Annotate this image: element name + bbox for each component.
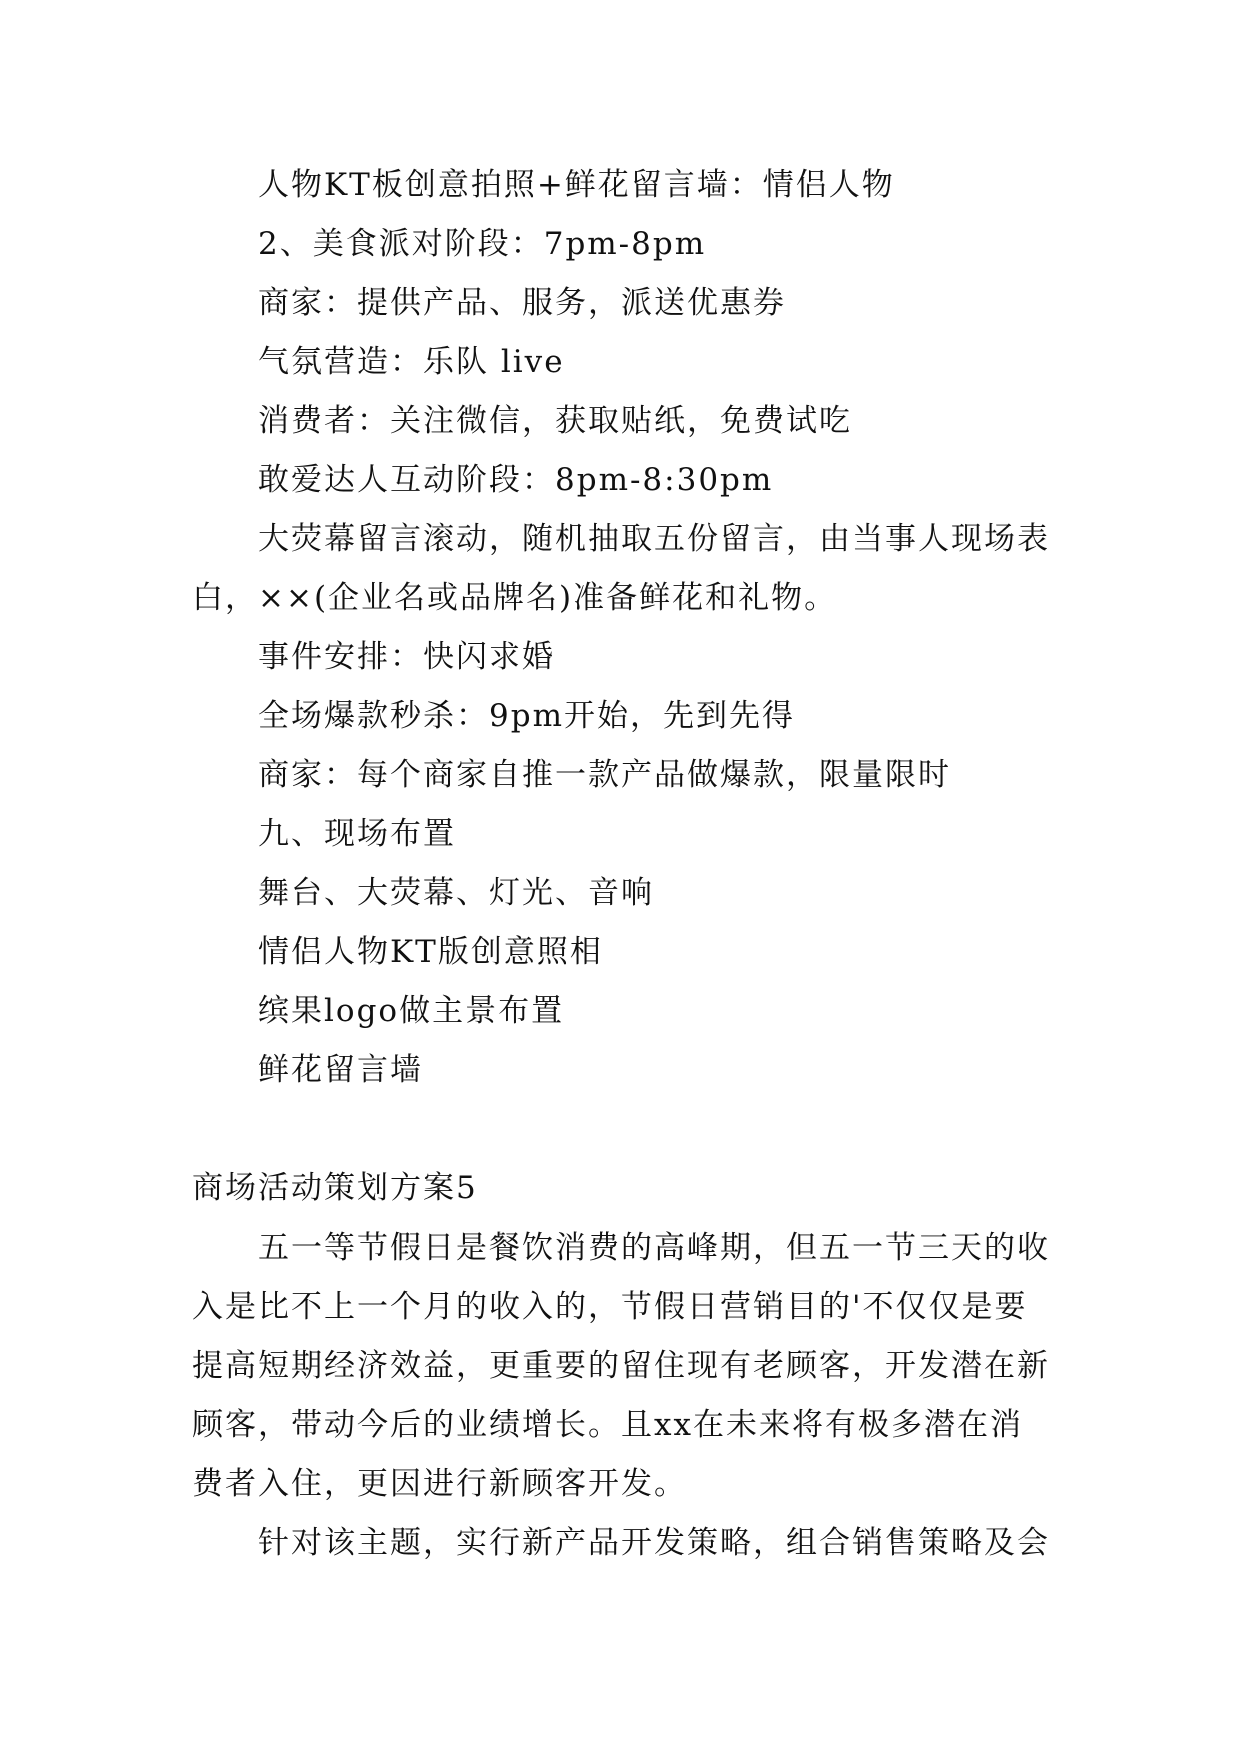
paragraph-line: 人物KT板创意拍照+鲜花留言墙：情侣人物: [258, 167, 895, 203]
paragraph-line: 白，××(企业名或品牌名)准备鲜花和礼物。: [192, 580, 838, 616]
paragraph-line: 商家：每个商家自推一款产品做爆款，限量限时: [258, 757, 951, 793]
paragraph-line: 消费者：关注微信，获取贴纸，免费试吃: [258, 403, 852, 439]
paragraph-line: 入是比不上一个月的收入的，节假日营销目的'不仅仅是要: [192, 1289, 1028, 1325]
paragraph-line: 舞台、大荧幕、灯光、音响: [258, 875, 654, 911]
paragraph-line: 商家：提供产品、服务，派送优惠券: [258, 285, 786, 321]
paragraph-line: 大荧幕留言滚动，随机抽取五份留言，由当事人现场表: [258, 521, 1050, 557]
paragraph-line: 费者入住，更因进行新顾客开发。: [192, 1466, 687, 1502]
paragraph-line: 敢爱达人互动阶段：8pm-8:30pm: [258, 462, 774, 498]
paragraph-line: 全场爆款秒杀：9pm开始，先到先得: [258, 698, 795, 734]
paragraph-line: 缤果logo做主景布置: [258, 993, 565, 1029]
section-heading-line: 九、现场布置: [258, 816, 456, 852]
paragraph-line: 情侣人物KT版创意照相: [258, 934, 603, 970]
paragraph-line: 事件安排：快闪求婚: [258, 639, 555, 675]
paragraph-line: 2、美食派对阶段：7pm-8pm: [258, 226, 707, 262]
paragraph-line: 五一等节假日是餐饮消费的高峰期，但五一节三天的收: [258, 1230, 1050, 1266]
paragraph-line: 提高短期经济效益，更重要的留住现有老顾客，开发潜在新: [192, 1348, 1050, 1384]
paragraph-line: 气氛营造：乐队 live: [258, 344, 565, 380]
section-title: 商场活动策划方案5: [192, 1170, 478, 1206]
paragraph-line: 顾客，带动今后的业绩增长。且xx在未来将有极多潜在消: [192, 1407, 1023, 1443]
paragraph-line: 针对该主题，实行新产品开发策略，组合销售策略及会: [258, 1525, 1050, 1561]
paragraph-line: 鲜花留言墙: [258, 1052, 423, 1088]
